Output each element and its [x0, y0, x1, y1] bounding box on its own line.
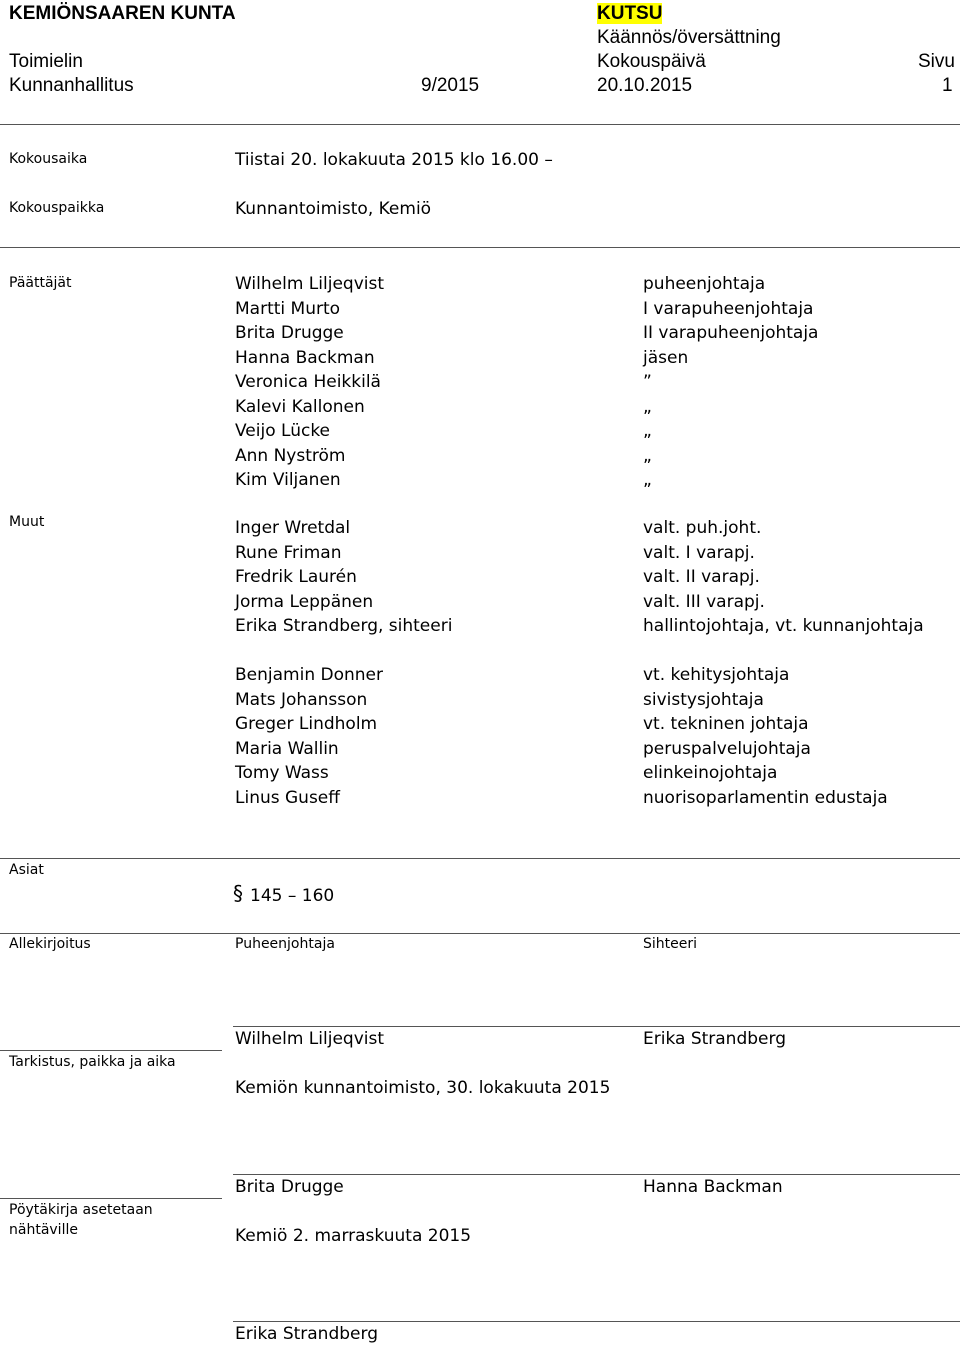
- review-divider: [0, 1050, 222, 1051]
- member-name: Martti Murto: [235, 298, 341, 319]
- other-name: Fredrik Laurén: [235, 567, 357, 587]
- section-sign: §: [233, 881, 243, 905]
- chair-label: Puheenjohtaja: [235, 936, 335, 952]
- member-name: Brita Drugge: [235, 323, 344, 343]
- secretary-label: Sihteeri: [643, 936, 698, 952]
- other-role: hallintojohtaja, vt. kunnanjohtaja: [643, 616, 924, 636]
- meeting-date: 20.10.2015: [597, 75, 693, 96]
- deciders-label: Päättäjät: [9, 275, 72, 291]
- other-name: Tomy Wass: [235, 763, 329, 783]
- date-label: Kokouspäivä: [597, 51, 706, 72]
- others-names-group1: [235, 516, 452, 639]
- other-role: valt. I varapj.: [643, 542, 755, 563]
- organ-label: Toimielin: [9, 51, 83, 72]
- display-label-line1: Pöytäkirja asetetaan: [9, 1202, 153, 1218]
- other-name: Benjamin Donner: [235, 665, 383, 685]
- other-name: Erika Strandberg, sihteeri: [235, 616, 453, 636]
- review-label: Tarkistus, paikka ja aika: [9, 1054, 176, 1070]
- other-name: Greger Lindholm: [235, 714, 378, 734]
- deciders-names: [235, 272, 384, 493]
- member-role: jäsen: [643, 347, 689, 368]
- member-role: „: [643, 396, 652, 417]
- matters-label: Asiat: [9, 862, 44, 878]
- secretary-name: Erika Strandberg: [643, 1029, 786, 1049]
- other-name: Mats Johansson: [235, 689, 368, 710]
- matters-divider: [0, 933, 960, 934]
- member-role: „: [643, 421, 652, 441]
- deciders-roles: [643, 272, 818, 493]
- review-place-time: Kemiön kunnantoimisto, 30. lokakuuta 2015: [235, 1078, 611, 1098]
- reviewer-1: Brita Drugge: [235, 1177, 344, 1197]
- meeting-time-label: Kokousaika: [9, 151, 88, 167]
- meeting-place: Kunnantoimisto, Kemiö: [235, 199, 432, 219]
- others-roles-group2: [643, 663, 888, 810]
- member-name: Ann Nyström: [235, 445, 346, 466]
- member-role: „: [643, 445, 652, 466]
- organization-name: KEMIÖNSAAREN KUNTA: [9, 3, 236, 24]
- member-name: Kim Viljanen: [235, 470, 341, 490]
- member-role: ”: [643, 372, 652, 392]
- other-name: Inger Wretdal: [235, 518, 351, 538]
- other-role: vt. tekninen johtaja: [643, 714, 809, 734]
- member-name: Wilhelm Liljeqvist: [235, 274, 384, 294]
- meeting-number: 9/2015: [421, 75, 480, 96]
- member-role: „: [643, 470, 652, 490]
- other-name: Jorma Leppänen: [235, 591, 374, 612]
- display-divider: [0, 1198, 222, 1199]
- document-type: [597, 2, 662, 26]
- other-role: nuorisoparlamentin edustaja: [643, 787, 888, 808]
- matters-range: 145 – 160: [250, 886, 335, 906]
- reviewer-2: Hanna Backman: [643, 1177, 783, 1197]
- page-label: Sivu: [918, 51, 955, 72]
- display-signer: Erika Strandberg: [235, 1324, 378, 1344]
- others-names-group2: [235, 663, 383, 810]
- other-role: peruspalvelujohtaja: [643, 738, 811, 759]
- meeting-place-label: Kokouspaikka: [9, 200, 105, 216]
- other-role: elinkeinojohtaja: [643, 763, 778, 783]
- other-name: Rune Friman: [235, 542, 342, 563]
- meeting-divider: [0, 247, 960, 248]
- member-name: Veronica Heikkilä: [235, 372, 381, 392]
- page-number: 1: [942, 75, 953, 96]
- meeting-time: Tiistai 20. lokakuuta 2015 klo 16.00 –: [235, 150, 553, 170]
- attendees-divider: [0, 858, 960, 859]
- others-label: Muut: [9, 514, 45, 530]
- organ-name: Kunnanhallitus: [9, 75, 134, 96]
- other-name: Linus Guseff: [235, 787, 340, 808]
- member-name: Veijo Lücke: [235, 421, 331, 441]
- member-role: puheenjohtaja: [643, 274, 766, 294]
- chair-name: Wilhelm Liljeqvist: [235, 1029, 384, 1049]
- signature-label: Allekirjoitus: [9, 936, 91, 952]
- other-role: valt. puh.joht.: [643, 518, 762, 538]
- other-role: sivistysjohtaja: [643, 689, 764, 710]
- display-place-time: Kemiö 2. marraskuuta 2015: [235, 1226, 472, 1246]
- other-role: vt. kehitysjohtaja: [643, 665, 790, 685]
- display-label-line2: nähtäville: [9, 1222, 78, 1238]
- header-divider: [0, 124, 960, 125]
- other-role: valt. III varapj.: [643, 591, 765, 612]
- others-roles-group1: [643, 516, 924, 639]
- member-name: Kalevi Kallonen: [235, 396, 365, 417]
- other-name: Maria Wallin: [235, 738, 339, 759]
- member-name: Hanna Backman: [235, 347, 375, 368]
- translation-label: Käännös/översättning: [597, 27, 781, 48]
- member-role: II varapuheenjohtaja: [643, 323, 819, 343]
- other-role: valt. II varapj.: [643, 567, 760, 587]
- member-role: I varapuheenjohtaja: [643, 298, 814, 319]
- document-type-highlight: KUTSU: [597, 3, 663, 24]
